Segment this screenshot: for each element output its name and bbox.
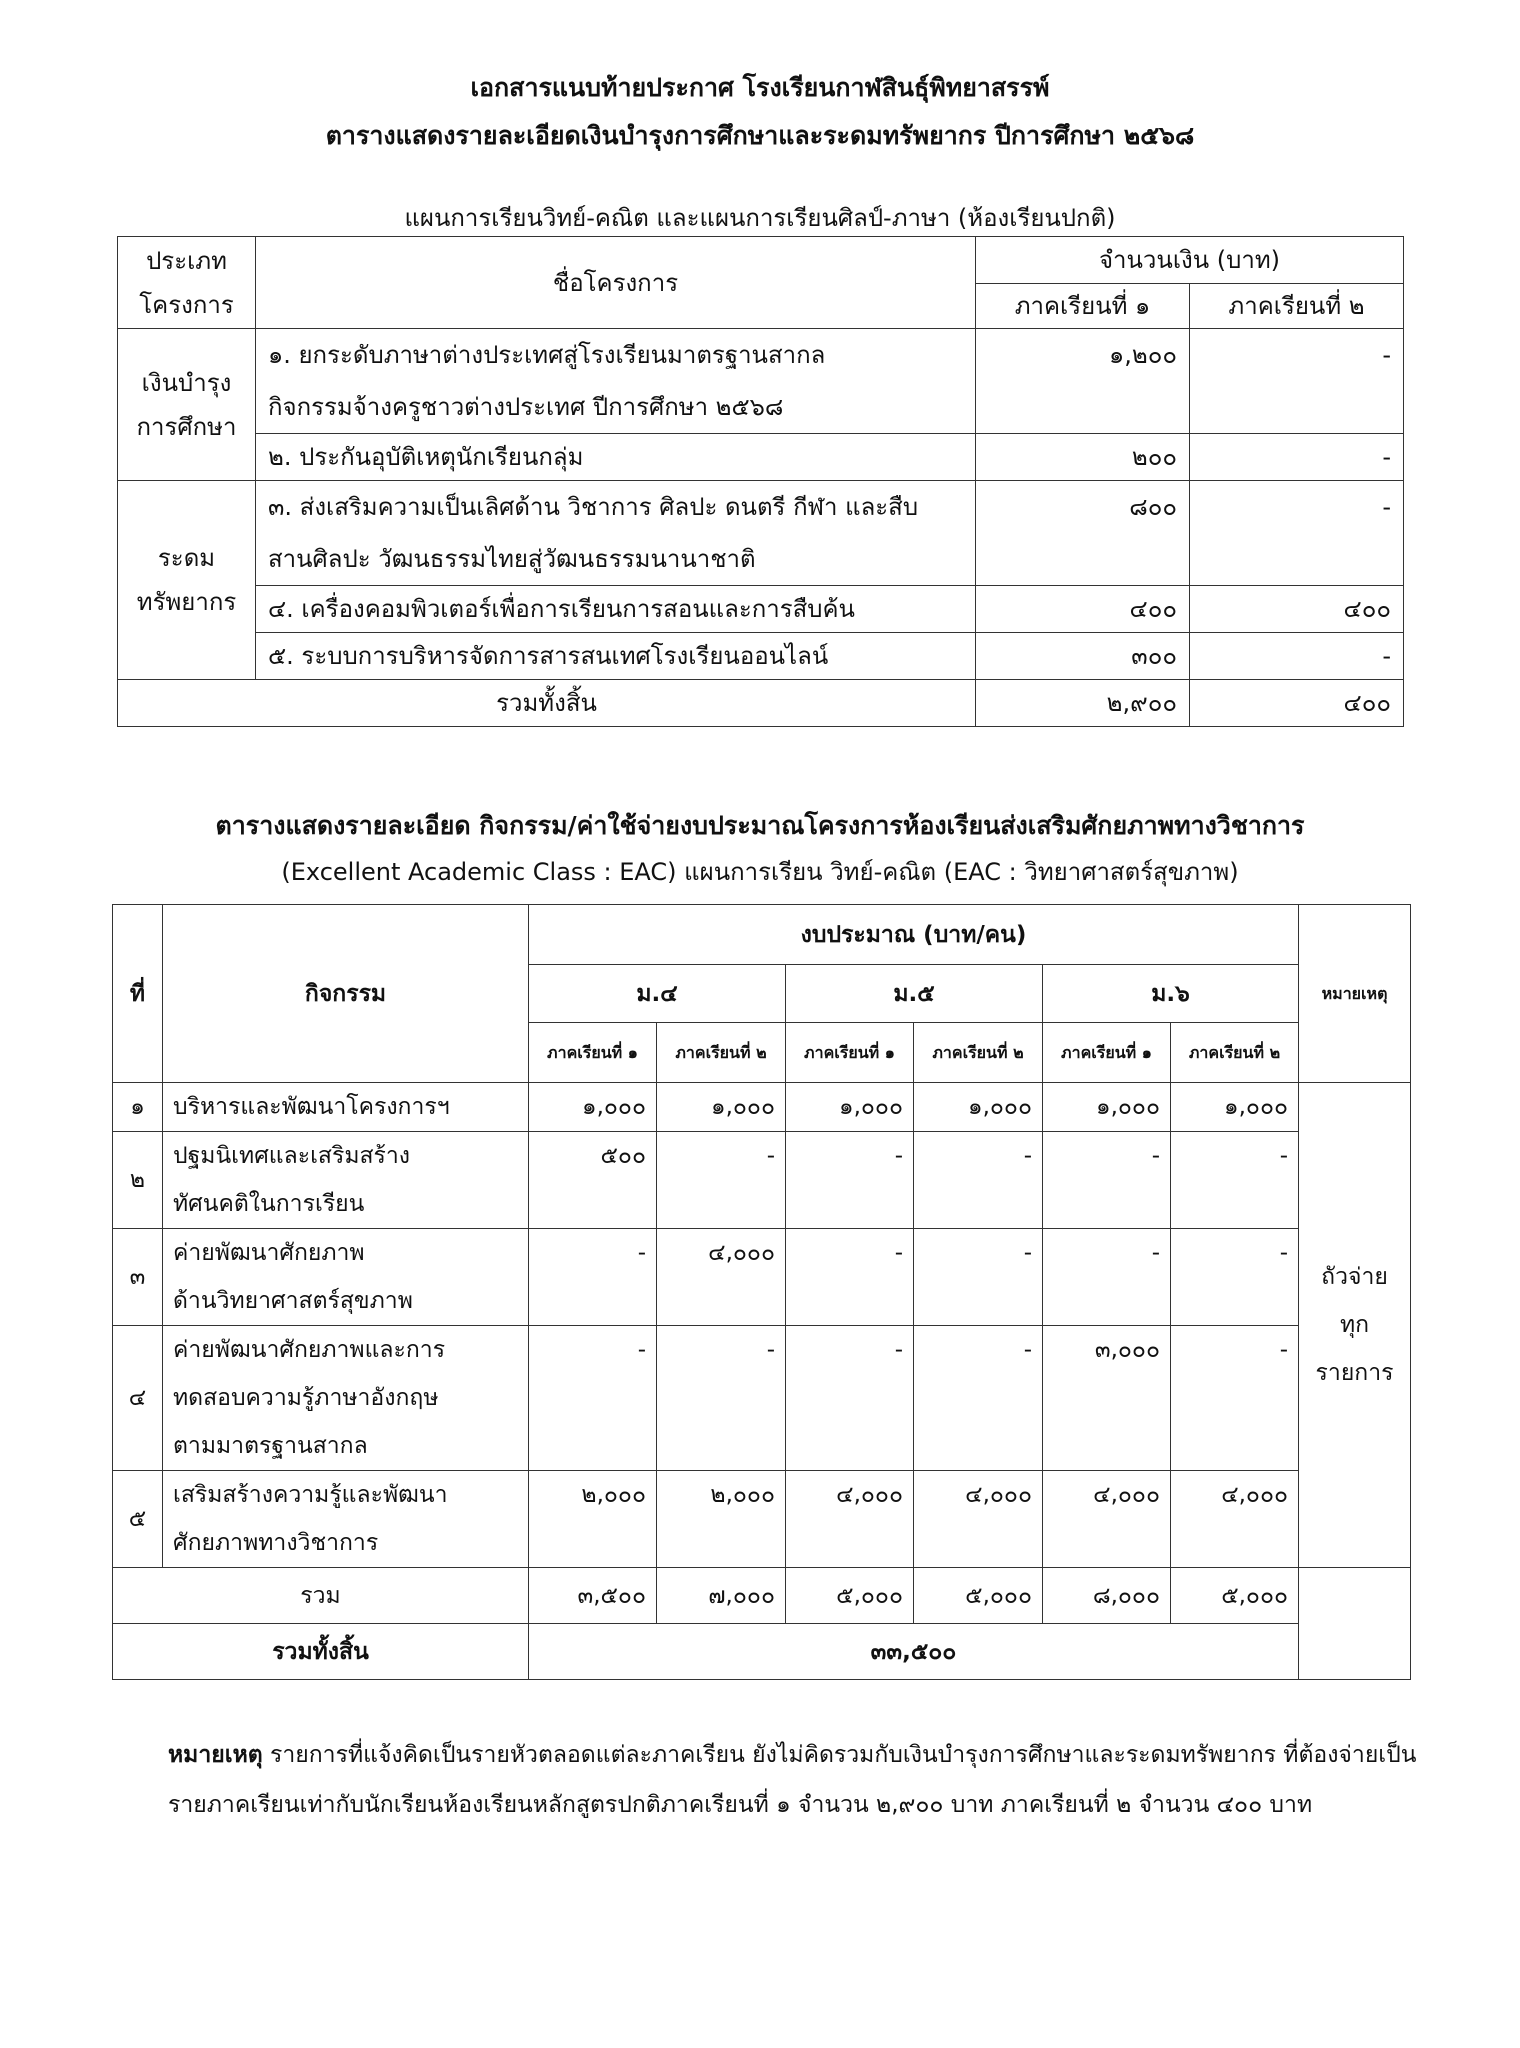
budget-value: ๑,๐๐๐ [1043, 1083, 1171, 1132]
table-row [113, 1471, 1411, 1568]
term2-amount: - [1190, 329, 1404, 434]
header-project-type: ประเภท โครงการ [118, 237, 256, 329]
footnote-text: รายการที่แจ้งคิดเป็นรายหัวตลอดแต่ละภาคเรียน ยังไม่คิดรวมกับเงินบำรุงการศึกษาและระดมทรัพยากร ที่ต้องจ่ายเป็นรายภาคเรียนเท่ากับนักเรียนห้องเรียนหลักสูตรปกติภาคเรียนที่ ๑ จำนวน ๒,๙๐๐ บาท ภาคเรียนที่ ๒ จำนวน ๔๐๐ บาท [168, 1742, 1417, 1818]
budget-value: ๑,๐๐๐ [1171, 1083, 1299, 1132]
term2-amount: ๔๐๐ [1190, 586, 1404, 633]
budget-value: - [657, 1326, 786, 1471]
budget-value: ๒,๐๐๐ [529, 1471, 657, 1568]
sum-label: รวม [113, 1568, 529, 1624]
budget-value: ๒,๐๐๐ [657, 1471, 786, 1568]
budget-value: - [786, 1132, 914, 1229]
project-name: ๓. ส่งเสริมความเป็นเลิศด้าน วิชาการ ศิลปะ ดนตรี กีฬา และสืบ สานศิลปะ วัฒนธรรมไทยสู่วัฒนธรรมนานาชาติ [256, 481, 976, 586]
budget-value: - [657, 1132, 786, 1229]
group-label-fees: เงินบำรุง การศึกษา [118, 329, 256, 481]
project-name: ๒. ประกันอุบัติเหตุนักเรียนกลุ่ม [256, 434, 976, 481]
table-row [113, 1326, 1411, 1471]
budget-value: ๑,๐๐๐ [529, 1083, 657, 1132]
footnote [168, 1730, 1418, 1830]
header-project-name: ชื่อโครงการ [256, 237, 976, 329]
table-row [118, 329, 1404, 434]
table1-caption: แผนการเรียนวิทย์-คณิต และแผนการเรียนศิลป์-ภาษา (ห้องเรียนปกติ) [404, 204, 1116, 232]
project-name: ๔. เครื่องคอมพิวเตอร์เพื่อการเรียนการสอนและการสืบค้น [256, 586, 976, 633]
activity-name: ปฐมนิเทศและเสริมสร้าง ทัศนคติในการเรียน [163, 1132, 529, 1229]
remark-cell: ถัวจ่าย ทุก รายการ [1299, 1083, 1411, 1568]
header-m6: ม.๖ [1043, 965, 1299, 1023]
budget-value: - [529, 1326, 657, 1471]
document-subtitle: ตารางแสดงรายละเอียดเงินบำรุงการศึกษาและระดมทรัพยากร ปีการศึกษา ๒๕๖๘ [325, 121, 1195, 150]
header-m5: ม.๕ [786, 965, 1043, 1023]
header-remark: หมายเหตุ [1299, 905, 1411, 1083]
budget-value: ๕๐๐ [529, 1132, 657, 1229]
row-number: ๑ [113, 1083, 163, 1132]
total-term1: ๒,๙๐๐ [976, 680, 1190, 727]
sum-value: ๕,๐๐๐ [914, 1568, 1043, 1624]
header-no: ที่ [113, 905, 163, 1083]
header-m5-term2: ภาคเรียนที่ ๒ [914, 1023, 1043, 1083]
grand-total-label: รวมทั้งสิ้น [113, 1624, 529, 1680]
project-name: ๑. ยกระดับภาษาต่างประเทศสู่โรงเรียนมาตรฐานสากล กิจกรรมจ้างครูชาวต่างประเทศ ปีการศึกษา ๒๕๖๘ [256, 329, 976, 434]
budget-value: ๑,๐๐๐ [657, 1083, 786, 1132]
header-budget: งบประมาณ (บาท/คน) [529, 905, 1299, 965]
table-row [113, 1083, 1411, 1132]
budget-value: - [786, 1326, 914, 1471]
header-term1: ภาคเรียนที่ ๑ [976, 284, 1190, 329]
grand-total-row [113, 1624, 1411, 1680]
header-amount: จำนวนเงิน (บาท) [976, 237, 1404, 284]
budget-value: - [914, 1229, 1043, 1326]
budget-value: ๑,๐๐๐ [914, 1083, 1043, 1132]
document-title: เอกสารแนบท้ายประกาศ โรงเรียนกาฬสินธุ์พิทยาสรรพ์ [470, 73, 1050, 102]
term1-amount: ๘๐๐ [976, 481, 1190, 586]
eac-table-subtitle: (Excellent Academic Class : EAC) แผนการเรียน วิทย์-คณิต (EAC : วิทยาศาสตร์สุขภาพ) [281, 858, 1239, 886]
group-label-resources: ระดม ทรัพยากร [118, 481, 256, 680]
budget-value: - [1043, 1132, 1171, 1229]
sum-value: ๗,๐๐๐ [657, 1568, 786, 1624]
budget-value: ๔,๐๐๐ [1171, 1471, 1299, 1568]
header-m4-term2: ภาคเรียนที่ ๒ [657, 1023, 786, 1083]
budget-value: - [786, 1229, 914, 1326]
term1-amount: ๓๐๐ [976, 633, 1190, 680]
budget-value: ๔,๐๐๐ [786, 1471, 914, 1568]
budget-value: - [1171, 1229, 1299, 1326]
eac-budget-table [112, 904, 1411, 1680]
budget-value: - [529, 1229, 657, 1326]
budget-value: ๔,๐๐๐ [914, 1471, 1043, 1568]
sum-value: ๘,๐๐๐ [1043, 1568, 1171, 1624]
budget-value: - [1171, 1132, 1299, 1229]
project-name: ๕. ระบบการบริหารจัดการสารสนเทศโรงเรียนออนไลน์ [256, 633, 976, 680]
grand-total-value: ๓๓,๕๐๐ [529, 1624, 1299, 1680]
activity-name: บริหารและพัฒนาโครงการฯ [163, 1083, 529, 1132]
row-number: ๕ [113, 1471, 163, 1568]
budget-value: - [914, 1132, 1043, 1229]
table-row [118, 586, 1404, 633]
row-number: ๔ [113, 1326, 163, 1471]
total-row [118, 680, 1404, 727]
total-label: รวมทั้งสิ้น [118, 680, 976, 727]
fees-table [117, 236, 1404, 727]
table-row [113, 1229, 1411, 1326]
term2-amount: - [1190, 633, 1404, 680]
footnote-label: หมายเหตุ [168, 1742, 263, 1768]
budget-value: ๑,๐๐๐ [786, 1083, 914, 1132]
table-row [113, 1132, 1411, 1229]
header-m6-term2: ภาคเรียนที่ ๒ [1171, 1023, 1299, 1083]
activity-name: ค่ายพัฒนาศักยภาพ ด้านวิทยาศาสตร์สุขภาพ [163, 1229, 529, 1326]
table-header-row [118, 237, 1404, 284]
activity-name: เสริมสร้างความรู้และพัฒนา ศักยภาพทางวิชาการ [163, 1471, 529, 1568]
budget-value: - [914, 1326, 1043, 1471]
header-m4: ม.๔ [529, 965, 786, 1023]
total-term2: ๔๐๐ [1190, 680, 1404, 727]
header-term2: ภาคเรียนที่ ๒ [1190, 284, 1404, 329]
budget-value: ๔,๐๐๐ [1043, 1471, 1171, 1568]
table-row [118, 434, 1404, 481]
eac-table-title: ตารางแสดงรายละเอียด กิจกรรม/ค่าใช้จ่ายงบประมาณโครงการห้องเรียนส่งเสริมศักยภาพทางวิชาการ [215, 811, 1305, 840]
header-m5-term1: ภาคเรียนที่ ๑ [786, 1023, 914, 1083]
sum-row [113, 1568, 1411, 1624]
table-header-row [113, 905, 1411, 965]
budget-value: - [1043, 1229, 1171, 1326]
remark-empty-cell [1299, 1568, 1411, 1680]
activity-name: ค่ายพัฒนาศักยภาพและการ ทดสอบความรู้ภาษาอังกฤษ ตามมาตรฐานสากล [163, 1326, 529, 1471]
term2-amount: - [1190, 434, 1404, 481]
table-row [118, 481, 1404, 586]
term2-amount: - [1190, 481, 1404, 586]
sum-value: ๕,๐๐๐ [1171, 1568, 1299, 1624]
header-m6-term1: ภาคเรียนที่ ๑ [1043, 1023, 1171, 1083]
budget-value: ๓,๐๐๐ [1043, 1326, 1171, 1471]
sum-value: ๓,๕๐๐ [529, 1568, 657, 1624]
header-m4-term1: ภาคเรียนที่ ๑ [529, 1023, 657, 1083]
sum-value: ๕,๐๐๐ [786, 1568, 914, 1624]
row-number: ๒ [113, 1132, 163, 1229]
header-activity: กิจกรรม [163, 905, 529, 1083]
term1-amount: ๑,๒๐๐ [976, 329, 1190, 434]
term1-amount: ๔๐๐ [976, 586, 1190, 633]
budget-value: ๔,๐๐๐ [657, 1229, 786, 1326]
budget-value: - [1171, 1326, 1299, 1471]
table-row [118, 633, 1404, 680]
term1-amount: ๒๐๐ [976, 434, 1190, 481]
row-number: ๓ [113, 1229, 163, 1326]
